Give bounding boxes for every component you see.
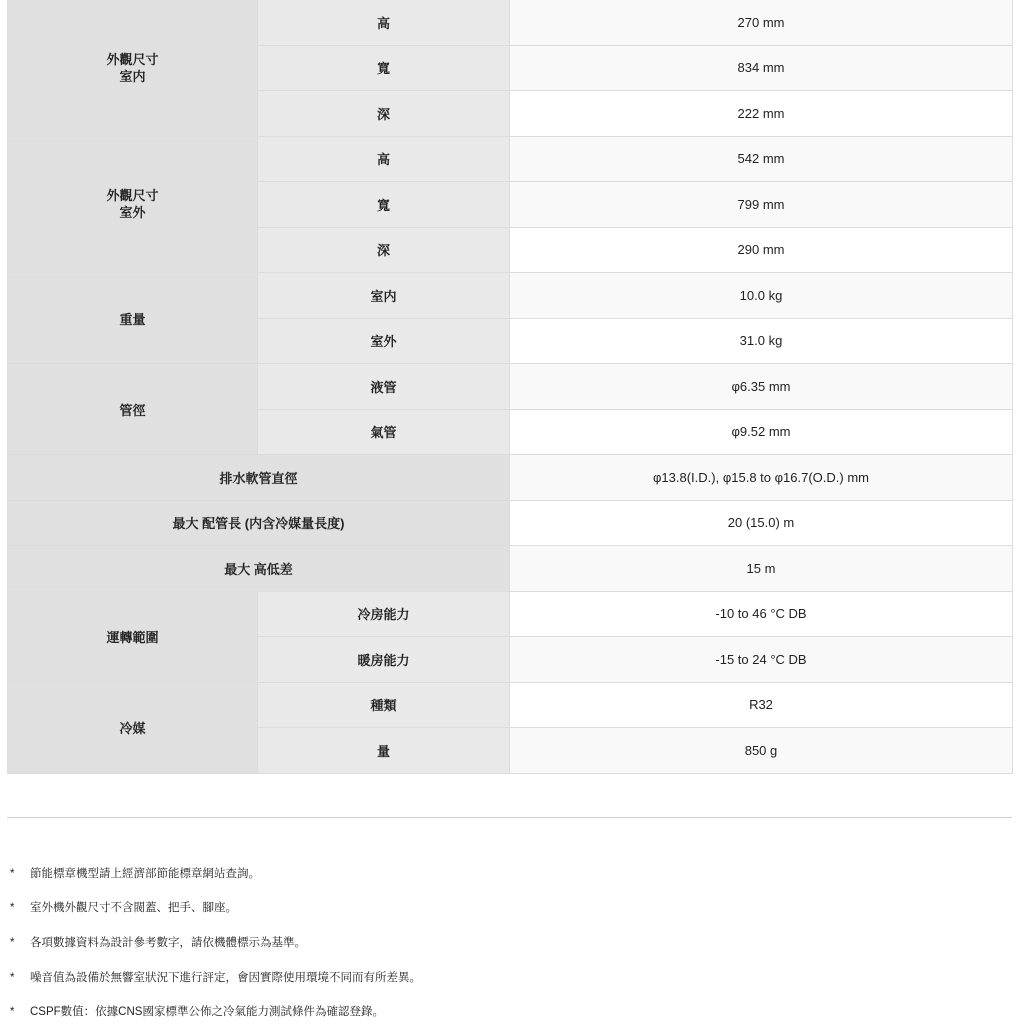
- bullet-mark: *: [10, 1006, 15, 1018]
- row-value: 290 mm: [510, 227, 1013, 273]
- bullet-mark: *: [10, 972, 15, 984]
- spec-table-container: [7, 0, 1012, 774]
- row-value: -10 to 46 °C DB: [510, 591, 1013, 637]
- bullet-mark: *: [10, 868, 15, 880]
- row-value: 20 (15.0) m: [510, 500, 1013, 546]
- row-value: 10.0 kg: [510, 273, 1013, 319]
- footnote-item: [0, 1002, 1018, 1022]
- row-value: 270 mm: [510, 0, 1013, 45]
- row-label-width: 寬: [258, 45, 510, 91]
- row-label-depth: 深: [258, 227, 510, 273]
- row-label-liquid-pipe: 液管: [258, 364, 510, 410]
- table-row: [8, 273, 1013, 319]
- footnote-text: 室外機外觀尺寸不含閥蓋、把手、腳座。: [30, 902, 237, 914]
- table-row: [8, 591, 1013, 637]
- table-row: [8, 682, 1013, 728]
- row-label-heating: 暖房能力: [258, 637, 510, 683]
- row-value: -15 to 24 °C DB: [510, 637, 1013, 683]
- row-label-refrigerant-type: 種類: [258, 682, 510, 728]
- footnote-item: [0, 898, 1018, 918]
- table-row: [8, 546, 1013, 592]
- row-label-width: 寬: [258, 182, 510, 228]
- bullet-mark: *: [10, 937, 15, 949]
- table-row: [8, 364, 1013, 410]
- row-label-indoor: 室内: [258, 273, 510, 319]
- footnote-item: [0, 933, 1018, 953]
- table-row: [8, 136, 1013, 182]
- table-row: [8, 0, 1013, 45]
- footnote-text: 噪音值為設備於無響室狀況下進行評定，會因實際使用環境不同而有所差異。: [30, 972, 421, 984]
- row-value: 799 mm: [510, 182, 1013, 228]
- table-row: [8, 500, 1013, 546]
- group-label-outdoor-dimensions: [8, 136, 258, 273]
- row-label-cooling: 冷房能力: [258, 591, 510, 637]
- group-label-indoor-dimensions: [8, 0, 258, 136]
- row-label-gas-pipe: 氣管: [258, 409, 510, 455]
- group-label-pipe: 管徑: [8, 364, 258, 455]
- footnote-item: [0, 968, 1018, 988]
- group-label-weight: 重量: [8, 273, 258, 364]
- row-value: 542 mm: [510, 136, 1013, 182]
- row-label-max-pipe-length: 最大 配管長 (内含冷媒量長度): [8, 500, 510, 546]
- row-value: 15 m: [510, 546, 1013, 592]
- row-label-max-height-difference: 最大 高低差: [8, 546, 510, 592]
- group-label-operating-range: 運轉範圍: [8, 591, 258, 682]
- row-value: R32: [510, 682, 1013, 728]
- row-label-height: 高: [258, 136, 510, 182]
- row-value: φ6.35 mm: [510, 364, 1013, 410]
- row-value: 222 mm: [510, 91, 1013, 137]
- footnote-text: CSPF數值：依據CNS國家標準公佈之冷氣能力測試條件為確認登錄。: [30, 1006, 384, 1018]
- footnote-item: [0, 864, 1018, 884]
- group-label-line: 外觀尺寸: [106, 188, 159, 204]
- row-label-refrigerant-amount: 量: [258, 728, 510, 774]
- section-divider: [7, 817, 1012, 818]
- footnote-text: 各項數據資料為設計參考數字，請依機體標示為基準。: [30, 937, 306, 949]
- row-label-depth: 深: [258, 91, 510, 137]
- row-value: φ9.52 mm: [510, 409, 1013, 455]
- group-label-refrigerant: 冷媒: [8, 682, 258, 773]
- spec-table: [7, 0, 1013, 774]
- row-label-drain-hose: 排水軟管直徑: [8, 455, 510, 501]
- bullet-mark: *: [10, 902, 15, 914]
- group-label-line: 室内: [119, 68, 146, 84]
- row-label-outdoor: 室外: [258, 318, 510, 364]
- row-value: 850 g: [510, 728, 1013, 774]
- group-label-line: 外觀尺寸: [106, 51, 159, 67]
- row-value: 31.0 kg: [510, 318, 1013, 364]
- row-value: 834 mm: [510, 45, 1013, 91]
- row-label-height: 高: [258, 0, 510, 45]
- footnote-text: 節能標章機型請上經濟部節能標章網站查詢。: [30, 868, 260, 880]
- row-value: φ13.8(I.D.), φ15.8 to φ16.7(O.D.) mm: [510, 455, 1013, 501]
- table-row: [8, 455, 1013, 501]
- group-label-line: 室外: [119, 205, 146, 221]
